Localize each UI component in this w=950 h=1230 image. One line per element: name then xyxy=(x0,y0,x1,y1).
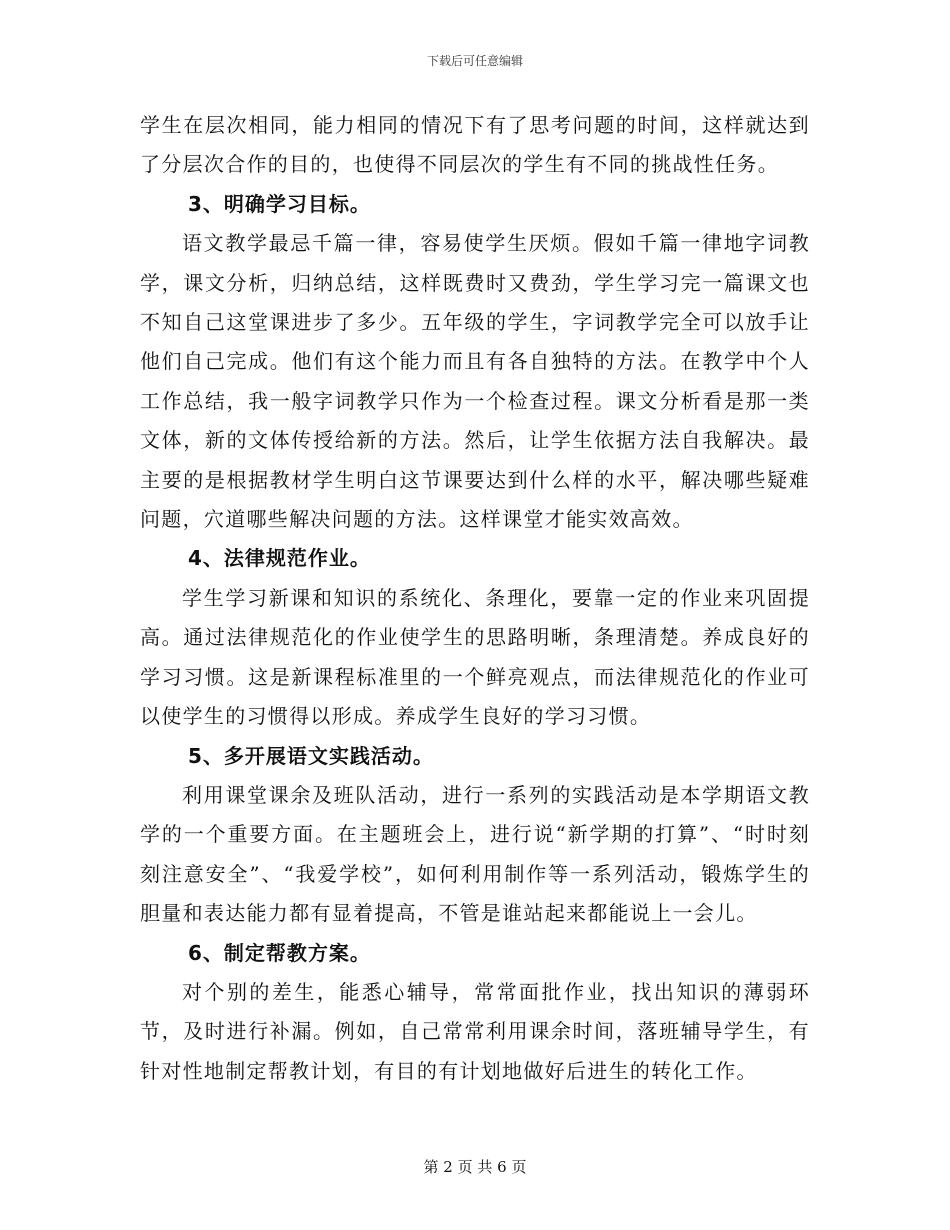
page-header: 下载后可任意编辑 xyxy=(426,54,523,68)
paragraph-section-6: 对个别的差生，能悉心辅导，常常面批作业，找出知识的薄弱环节，及时进行补漏。例如，自己常常利用课余时间，落班辅导学生，有针对性地制定帮教计划，有目的有计划地做好后进生的转化工作。 xyxy=(140,979,810,1083)
paragraph-continuation: 学生在层次相同，能力相同的情况下有了思考问题的时间，这样就达到了分层次合作的目的，也使得不同层次的学生有不同的挑战性任务。 xyxy=(140,113,810,177)
section-heading-4: 4、法律规范作业。 xyxy=(188,546,371,571)
document-body xyxy=(140,106,810,1091)
page-number: 第 2 页 共 6 页 xyxy=(423,1158,527,1176)
paragraph-section-5: 利用课堂课余及班队活动，进行一系列的实践活动是本学期语文教学的一个重要方面。在主题班会上，进行说“新学期的打算”、“时时刻刻注意安全”、“我爱学校”，如何利用制作等一系列活动，锻炼学生的胆量和表达能力都有显着提高，不管是谁站起来都能说上一会儿。 xyxy=(140,782,810,926)
section-heading-6: 6、制定帮教方案。 xyxy=(188,940,371,965)
paragraph-section-4: 学生学习新课和知识的系统化、条理化，要靠一定的作业来巩固提高。通过法律规范化的作业使学生的思路明晰，条理清楚。养成良好的学习习惯。这是新课程标准里的一个鲜亮观点，而法律规范化的作业可以使学生的习惯得以形成。养成学生良好的学习习惯。 xyxy=(140,585,810,729)
paragraph-section-3: 语文教学最忌千篇一律，容易使学生厌烦。假如千篇一律地字词教学，课文分析，归纳总结，这样既费时又费劲，学生学习完一篇课文也不知自己这堂课进步了多少。五年级的学生，字词教学完全可以放手让他们自己完成。他们有这个能力而且有各自独特的方法。在教学中个人工作总结，我一般字词教学只作为一个检查过程。课文分析看是那一类文体，新的文体传授给新的方法。然后，让学生依据方法自我解决。最主要的是根据教材学生明白这节课要达到什么样的水平，解决哪些疑难问题，穴道哪些解决问题的方法。这样课堂才能实效高效。 xyxy=(140,231,810,532)
section-heading-5: 5、多开展语文实践活动。 xyxy=(188,743,434,768)
section-heading-3: 3、明确学习目标。 xyxy=(188,191,371,216)
